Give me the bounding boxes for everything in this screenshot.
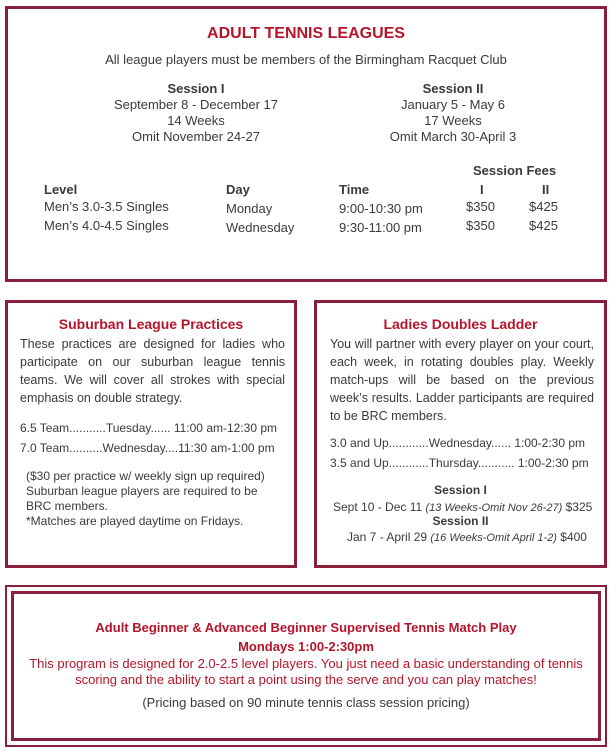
beginner-outer-box bbox=[5, 585, 607, 747]
suburban-note: Suburban league players are required to be bbox=[26, 484, 258, 498]
col-level-header: Level bbox=[44, 182, 78, 197]
session-2-weeks: 17 Weeks bbox=[424, 113, 482, 128]
row-time: 9:30-11:00 pm bbox=[339, 220, 422, 235]
suburban-body: These practices are designed for ladies who participate on our suburban league tennis teams. We will cover all strokes with special emphasis on double strategy. bbox=[20, 337, 285, 405]
row-day: Monday bbox=[226, 201, 273, 216]
row-fee1: $350 bbox=[466, 199, 495, 214]
suburban-note: ($30 per practice w/ weekly sign up required) bbox=[26, 469, 265, 483]
suburban-title: Suburban League Practices bbox=[58, 316, 244, 332]
row-fee2: $425 bbox=[529, 199, 558, 214]
col-day-header: Day bbox=[226, 182, 250, 197]
ladies-title: Ladies Doubles Ladder bbox=[383, 316, 538, 332]
ladies-session-2-dates: Jan 7 - April 29 bbox=[347, 530, 428, 544]
session-2-block bbox=[353, 81, 553, 145]
col-fee1-header: I bbox=[480, 182, 484, 197]
beginner-note: (Pricing based on 90 minute tennis class session pricing) bbox=[142, 695, 470, 710]
ladies-session-2-label: Session II bbox=[432, 514, 489, 528]
row-level: Men’s 4.0-4.5 Singles bbox=[44, 218, 169, 233]
beginner-inner-box bbox=[11, 591, 601, 741]
session-2-omit: Omit March 30-April 3 bbox=[389, 129, 517, 144]
session-2-dates: January 5 - May 6 bbox=[400, 97, 506, 112]
adult-leagues-box bbox=[5, 6, 607, 282]
suburban-notes bbox=[26, 469, 265, 529]
session-1-label: Session I bbox=[167, 81, 225, 96]
adult-leagues-subtitle: All league players must be members of the Birmingham Racquet Club bbox=[105, 52, 507, 67]
ladies-ladder-box bbox=[314, 300, 607, 568]
adult-leagues-title: ADULT TENNIS LEAGUES bbox=[207, 25, 405, 42]
suburban-note: *Matches are played daytime on Fridays. bbox=[26, 514, 244, 528]
ladies-session-2-line bbox=[347, 530, 587, 544]
ladies-session-1-label: Session I bbox=[434, 483, 487, 497]
row-fee2: $425 bbox=[529, 218, 558, 233]
suburban-schedule-1: 6.5 Team...........Tuesday...... 11:00 am-12:30 pm bbox=[20, 421, 278, 435]
suburban-box bbox=[5, 300, 297, 568]
session-1-block bbox=[96, 81, 296, 145]
beginner-title: Adult Beginner & Advanced Beginner Supervised Tennis Match Play bbox=[95, 620, 517, 635]
ladies-session-2-price: $400 bbox=[560, 530, 587, 544]
suburban-note: BRC members. bbox=[26, 499, 109, 513]
col-time-header: Time bbox=[339, 182, 370, 197]
ladies-session-1-dates: Sept 10 - Dec 11 bbox=[333, 500, 423, 514]
session-fees-header: Session Fees bbox=[473, 163, 557, 178]
row-fee1: $350 bbox=[466, 218, 495, 233]
session-2-label: Session II bbox=[422, 81, 484, 96]
session-1-omit: Omit November 24-27 bbox=[132, 129, 260, 144]
ladies-session-1-price: $325 bbox=[565, 500, 593, 514]
row-level: Men’s 3.0-3.5 Singles bbox=[44, 199, 169, 214]
ladies-body: You will partner with every player on your court, each week, in rotating doubles play. Weekly match-ups will be based on the previous week’s results. Ladder participants are required to be BRC members. bbox=[330, 337, 594, 423]
suburban-schedule-2: 7.0 Team..........Wednesday....11:30 am-1:00 pm bbox=[20, 441, 275, 455]
ladies-session-2-detail: (16 Weeks-Omit April 1-2) bbox=[430, 532, 557, 544]
beginner-time: Mondays 1:00-2:30pm bbox=[238, 639, 374, 654]
col-fee2-header: II bbox=[542, 182, 550, 197]
ladies-schedule-1: 3.0 and Up............Wednesday...... 1:00-2:30 pm bbox=[330, 436, 586, 450]
row-time: 9:00-10:30 pm bbox=[339, 201, 423, 216]
beginner-body: This program is designed for 2.0-2.5 level players. You just need a basic understanding of tennis scoring and the ability to start a point using the serve and you can play matches! bbox=[29, 656, 583, 687]
session-1-dates: September 8 - December 17 bbox=[113, 97, 279, 112]
ladies-session-1-detail: (13 Weeks-Omit Nov 26-27) bbox=[425, 502, 563, 514]
row-day: Wednesday bbox=[226, 220, 295, 235]
ladies-schedule-2: 3.5 and Up............Thursday........... 1:00-2:30 pm bbox=[330, 456, 589, 470]
ladies-session-1-line bbox=[333, 500, 592, 514]
session-1-weeks: 14 Weeks bbox=[167, 113, 225, 128]
